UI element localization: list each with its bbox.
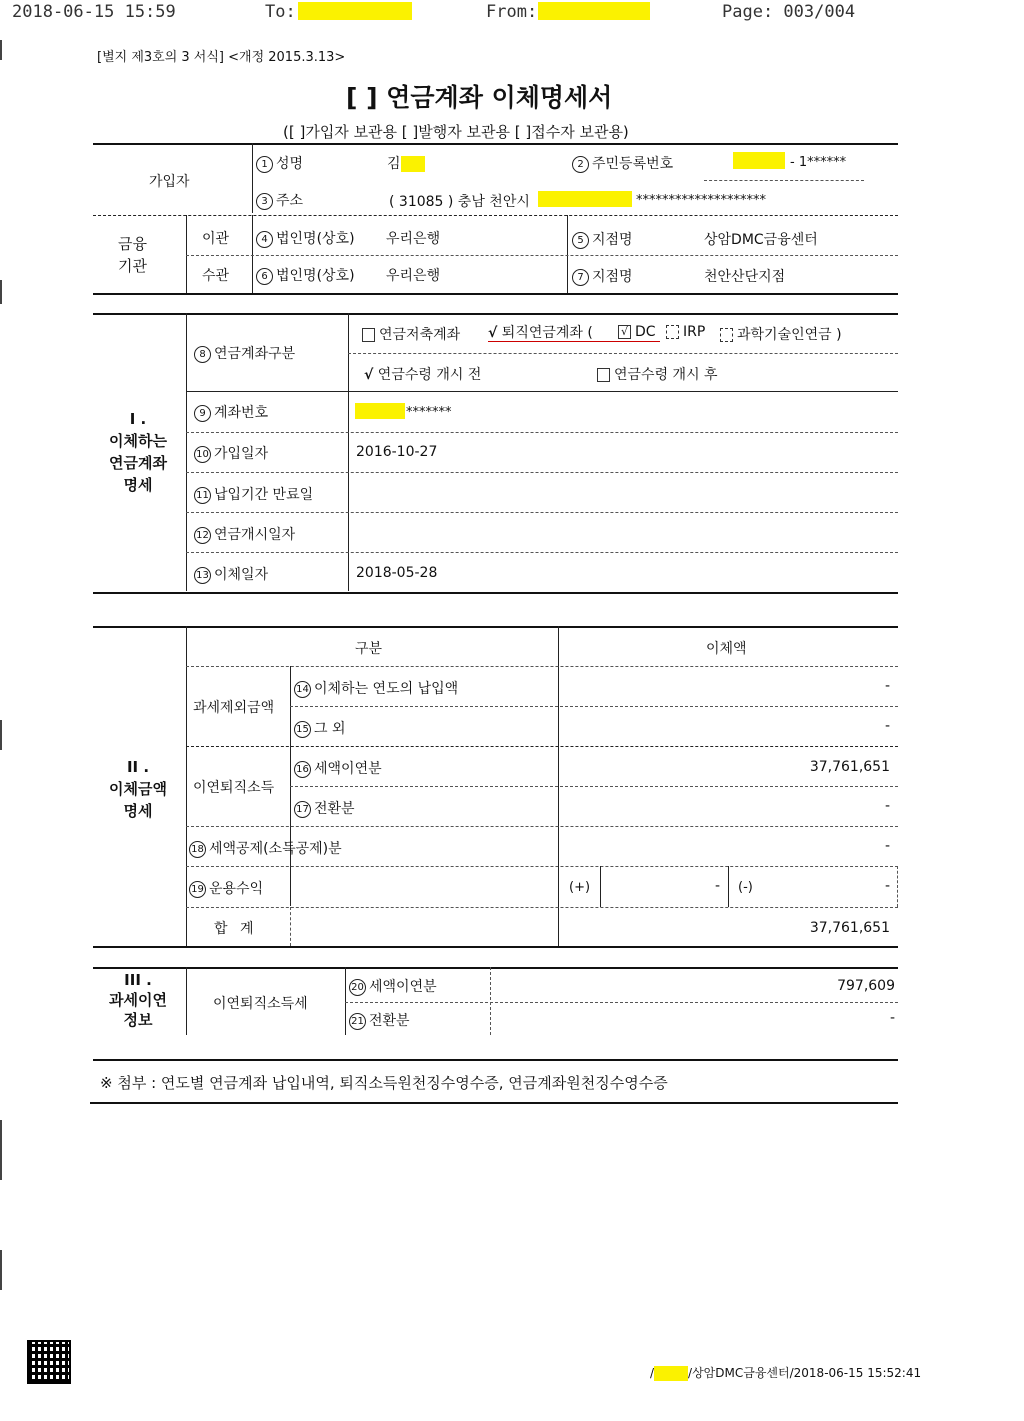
circled-number: 6 — [256, 268, 273, 285]
option-retirement-pension: √ 퇴직연금계좌 ( — [488, 325, 593, 341]
scan-edge-mark — [0, 1250, 2, 1290]
row18-label: 18 세액공제(소득공제)분 — [189, 838, 342, 858]
table-row-divider — [290, 786, 898, 787]
table-divider — [728, 866, 729, 907]
option-before-payout: √ 연금수령 개시 전 — [364, 367, 482, 383]
option-pension-savings: 연금저축계좌 — [362, 324, 460, 344]
maturity-date-label: 11 납입기간 만료일 — [194, 484, 313, 504]
institution-from-label: 이관 — [202, 231, 230, 247]
circled-number: 19 — [189, 881, 206, 898]
table-row-divider — [186, 907, 898, 908]
attachment-note: ※ 첨부 : 연도별 연금계좌 납입내역, 퇴직소득원천징수영수증, 연금계좌원천징수영수증 — [100, 1074, 668, 1092]
circled-number: 21 — [349, 1013, 366, 1030]
table-row-divider — [186, 666, 898, 667]
checkbox-icon — [597, 368, 610, 382]
dash-line — [348, 353, 898, 354]
table-border — [93, 293, 898, 295]
section1-title: I . 이체하는 연금계좌 명세 — [109, 410, 167, 494]
branch-value-to: 천안산단지점 — [704, 269, 786, 285]
table-divider — [252, 215, 253, 293]
table-divider — [186, 967, 187, 1035]
address-label: 3 주소 — [256, 190, 303, 210]
rrn-label: 2 주민등록번호 — [572, 153, 673, 173]
corp-label-to: 6 법인명(상호) — [256, 265, 355, 285]
deferred-tax-label: 이연퇴직소득세 — [213, 996, 308, 1012]
table-border — [93, 946, 898, 948]
redaction-highlight — [355, 403, 405, 419]
plus-value: - — [714, 878, 720, 894]
footer-stamp: / /상암DMC금융센터/2018-06-15 15:52:41 — [650, 1366, 922, 1380]
circled-number: 5 — [572, 232, 589, 249]
check-mark-icon: √ — [488, 325, 498, 341]
circled-number: 20 — [349, 979, 366, 996]
minus-value: - — [884, 878, 890, 894]
checkbox-icon — [720, 328, 733, 342]
table-divider — [345, 967, 346, 1035]
table-row-divider — [186, 552, 898, 553]
branch-value-from: 상암DMC금융센터 — [704, 232, 818, 248]
table-row-divider — [186, 512, 898, 513]
row20-label: 20 세액이연분 — [349, 976, 437, 996]
table-border — [93, 626, 898, 628]
scan-edge-mark — [0, 280, 2, 304]
row14-label: 14 이체하는 연도의 납입액 — [294, 678, 458, 698]
scan-edge-mark — [0, 40, 2, 60]
table-border — [93, 143, 898, 145]
dash-line — [704, 180, 864, 181]
row21-value: - — [889, 1010, 895, 1026]
copy-types: ([ ]가입자 보관용 [ ]발행자 보관용 [ ]접수자 보관용) — [283, 123, 629, 141]
table-row-divider — [186, 432, 898, 433]
table-border — [93, 967, 898, 969]
circled-number: 17 — [294, 801, 311, 818]
row15-label: 15 그 외 — [294, 718, 346, 738]
corp-value-to: 우리은행 — [386, 268, 441, 284]
row18-value: - — [884, 838, 890, 854]
transfer-date-label: 13 이체일자 — [194, 564, 268, 584]
section2-title: II . 이체금액 명세 — [109, 758, 167, 820]
form-reference: [별지 제3호의 3 서식] <개정 2015.3.13> — [97, 50, 346, 65]
row17-value: - — [884, 798, 890, 814]
name-value: 김 — [387, 153, 425, 173]
fax-datetime: 2018-06-15 15:59 — [12, 2, 176, 22]
option-after-payout: 연금수령 개시 후 — [597, 364, 718, 384]
account-number-label: 9 계좌번호 — [194, 402, 268, 422]
table-row-divider — [345, 1002, 898, 1003]
table-divider — [186, 313, 187, 591]
redaction-highlight — [401, 156, 425, 172]
row17-label: 17 전환분 — [294, 798, 355, 818]
nontax-group-label: 과세제외금액 — [193, 700, 275, 716]
row21-label: 21 전환분 — [349, 1010, 410, 1030]
circled-number: 7 — [572, 269, 589, 286]
address-value: ( 31085 ) 충남 천안시 — [389, 194, 530, 210]
minus-label: (-) — [738, 880, 753, 895]
checkbox-icon — [362, 328, 375, 342]
table-divider — [490, 967, 491, 1035]
fax-page: Page: 003/004 — [722, 2, 856, 22]
section3-title: III . 과세이연 정보 — [109, 971, 167, 1029]
scan-edge-mark — [0, 1120, 2, 1180]
row15-value: - — [884, 718, 890, 734]
circled-number: 14 — [294, 681, 311, 698]
table-border — [93, 592, 898, 594]
circled-number: 10 — [194, 446, 211, 463]
circled-number: 2 — [572, 156, 589, 173]
address-masked: ******************** — [636, 193, 766, 208]
option-science-pension: 과학기술인연금 ) — [720, 324, 842, 344]
deferred-group-label: 이연퇴직소득 — [193, 780, 275, 796]
scan-edge-mark — [0, 720, 2, 750]
table-divider — [897, 866, 898, 907]
institution-to-label: 수관 — [202, 268, 230, 284]
row16-value: 37,761,651 — [809, 759, 890, 775]
row14-value: - — [884, 678, 890, 694]
transfer-date-value: 2018-05-28 — [356, 565, 438, 581]
table-divider — [186, 215, 187, 293]
pension-start-label: 12 연금개시일자 — [194, 524, 295, 544]
account-type-label: 8 연금계좌구분 — [194, 343, 295, 363]
check-mark-icon: √ — [364, 367, 374, 383]
page-title: [ ] 연금계좌 이체명세서 — [346, 83, 613, 112]
redaction-highlight — [538, 2, 650, 20]
join-date-label: 10 가입일자 — [194, 443, 268, 463]
table-row-divider — [186, 472, 898, 473]
redaction-highlight — [733, 152, 785, 169]
table-row-divider — [186, 866, 898, 867]
table-row-divider — [186, 826, 898, 827]
redaction-highlight — [538, 191, 632, 207]
branch-label-from: 5 지점명 — [572, 229, 633, 249]
table-border — [90, 1102, 898, 1104]
circled-number: 18 — [189, 841, 206, 858]
option-irp: IRP — [666, 324, 705, 340]
circled-number: 12 — [194, 527, 211, 544]
table-divider — [252, 143, 253, 213]
account-number-value: ******* — [406, 405, 452, 420]
circled-number: 4 — [256, 231, 273, 248]
table-divider — [600, 866, 601, 907]
circled-number: 1 — [256, 156, 273, 173]
table-row-divider — [290, 706, 898, 707]
circled-number: 8 — [194, 346, 211, 363]
table-divider — [186, 626, 187, 946]
column-category-header: 구분 — [355, 641, 383, 657]
redaction-highlight — [298, 2, 412, 20]
row19-label: 19 운용수익 — [189, 878, 263, 898]
circled-number: 3 — [256, 193, 273, 210]
option-dc: √ DC — [618, 324, 656, 340]
fax-from-label: From: — [486, 2, 538, 22]
row16-label: 16 세액이연분 — [294, 758, 382, 778]
red-underline — [488, 341, 660, 342]
circled-number: 16 — [294, 761, 311, 778]
table-row-divider — [93, 215, 898, 216]
table-border — [93, 313, 898, 315]
circled-number: 9 — [194, 405, 211, 422]
qr-code-icon — [27, 1340, 71, 1384]
checkbox-icon — [666, 325, 679, 339]
join-date-value: 2016-10-27 — [356, 444, 438, 460]
table-divider — [290, 907, 291, 946]
table-row-divider — [186, 391, 898, 392]
redaction-highlight — [654, 1366, 688, 1381]
circled-number: 13 — [194, 567, 211, 584]
total-value: 37,761,651 — [809, 920, 890, 936]
checked-box-icon: √ — [618, 325, 631, 339]
table-divider — [348, 313, 349, 591]
row20-value: 797,609 — [837, 978, 895, 994]
corp-value-from: 우리은행 — [386, 231, 441, 247]
institution-section-label: 금융 기관 — [118, 235, 147, 275]
subscriber-section-label: 가입자 — [149, 174, 190, 190]
table-divider — [567, 215, 568, 293]
table-divider — [558, 907, 559, 946]
plus-label: (+) — [569, 880, 591, 895]
corp-label-from: 4 법인명(상호) — [256, 228, 355, 248]
branch-label-to: 7 지점명 — [572, 266, 633, 286]
name-label: 1 성명 — [256, 153, 303, 173]
rrn-value: - 1****** — [790, 155, 847, 170]
table-row-divider — [186, 746, 898, 747]
fax-to-label: To: — [265, 2, 296, 22]
circled-number: 15 — [294, 721, 311, 738]
table-divider — [558, 866, 559, 907]
table-row-divider — [186, 255, 898, 256]
table-border — [93, 1059, 898, 1061]
circled-number: 11 — [194, 487, 211, 504]
column-amount-header: 이체액 — [706, 641, 747, 657]
total-label: 합 계 — [214, 921, 258, 937]
